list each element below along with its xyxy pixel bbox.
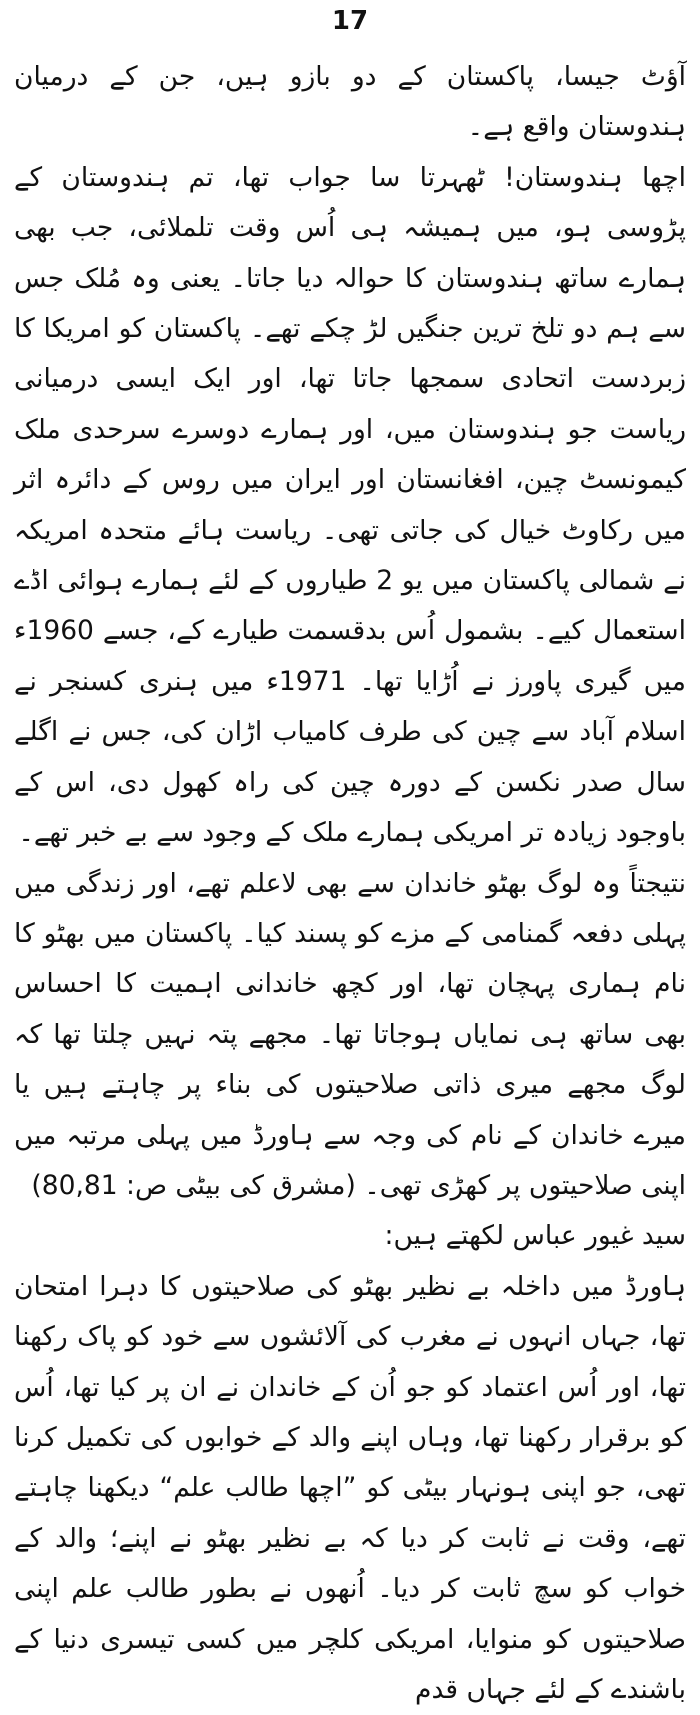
paragraph-5: ہاورڈ میں داخلہ بے نظیر بھٹو کی صلاحیتوں کا دہرا امتحان تھا، جہاں انہوں نے مغرب کی آلائشوں سے خود کو پاک رکھنا تھا، اور اُس اعتماد کو جو اُن کے خاندان نے ان پر کیا تھا، اُس کو برقرار رکھنا تھا، وہاں اپنے والد کے خوابوں کی تکمیل کرنا تھی، جو اپنی ہونہار بیٹی کو ”اچھا طالب علم“ دیکھنا چاہتے تھے، وقت نے ثابت کر دیا کہ بے نظیر بھٹو نے اپنے؛ والد کے خواب کو سچ ثابت کر دیا۔ اُنھوں نے بطور طالب علم اپنی صلاحیتوں کو منوایا، امریکی کلچر میں کسی تیسری دنیا کے باشندے کے لئے جہاں قدم	[14, 1270, 686, 1705]
page-number: 17	[331, 6, 369, 36]
paragraph-2: اچھا ہندوستان! ٹھہرتا سا جواب تھا، تم ہندوستان کے پڑوسی ہو، میں ہمیشہ ہی اُس وقت تلملائی، جب بھی ہمارے ساتھ ہندوستان کا حوالہ دیا جاتا۔ یعنی وہ مُلک جس سے ہم دو تلخ ترین جنگیں لڑ چکے تھے۔ پاکستان کو امریکا کا زبردست اتحادی سمجھا جاتا تھا، اور ایک ایسی درمیانی ریاست جو ہندوستان میں، اور ہمارے دوسرے سرحدی ملک کیمونسٹ چین، افغانستان اور ایران میں روس کے دائرہ اثر میں رکاوٹ خیال کی جاتی تھی۔ ریاست ہائے متحدہ امریکہ نے شمالی پاکستان میں یو 2 طیاروں کے لئے ہمارے ہوائی اڈے استعمال کیے۔ بشمول اُس بدقسمت طیارے کے، جسے 1960ء میں گیری پاورز نے اُڑایا تھا۔ 1971ء میں ہنری کسنجر نے اسلام آباد سے چین کی طرف کامیاب اڑان کی، جس نے اگلے سال صدر نکسن کے دورہ چین کی راہ کھول دی، اس کے باوجود زیادہ تر امریکی ہمارے ملک کے وجود سے بے خبر تھے۔	[14, 161, 687, 849]
body-text	[14, 52, 686, 1715]
paragraph-3	[14, 859, 686, 1212]
paragraph-4: سید غیور عباس لکھتے ہیں:	[384, 1220, 686, 1252]
citation: (مشرق کی بیٹی ص: 80,81)	[31, 1169, 356, 1201]
paragraph-3-text: نتیجتاً وہ لوگ بھٹو خاندان سے بھی لاعلم تھے، اور زندگی میں پہلی دفعہ گمنامی کے مزے کو پسند کیا۔ پاکستان میں بھٹو کا نام ہماری پہچان تھا، اور کچھ خاندانی اہمیت کا احساس بھی ساتھ ہی نمایاں ہوجاتا تھا۔ مجھے پتہ نہیں چلتا تھا کہ لوگ مجھے میری ذاتی صلاحیتوں کی بناء پر چاہتے ہیں یا میرے خاندان کے نام کی وجہ سے ہاورڈ میں پہلی مرتبہ میں اپنی صلاحیتوں پر کھڑی تھی۔	[14, 867, 686, 1201]
paragraph-1: آؤٹ جیسا، پاکستان کے دو بازو ہیں، جن کے درمیان ہندوستان واقع ہے۔	[14, 61, 686, 143]
